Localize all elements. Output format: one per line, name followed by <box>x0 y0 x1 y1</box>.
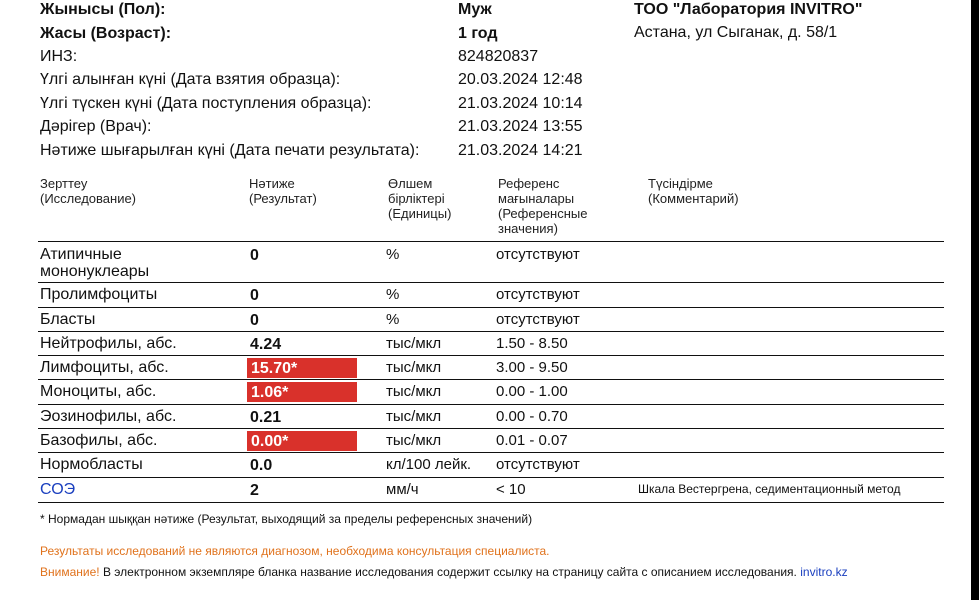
header-units-line: (Единицы) <box>388 206 452 221</box>
row-reference: 0.00 - 1.00 <box>496 383 568 400</box>
row-result: 4.24 <box>250 336 282 353</box>
printed-value: 21.03.2024 14:21 <box>458 142 583 159</box>
table-rule <box>38 355 944 356</box>
printed-label: Нәтиже шығарылған күні (Дата печати результата): <box>40 142 420 159</box>
sample-taken-label: Үлгі алынған күні (Дата взятия образца): <box>40 71 341 88</box>
header-test-line: (Исследование) <box>40 191 137 206</box>
sex-label: Жынысы (Пол): <box>40 1 166 18</box>
header-test <box>40 176 136 206</box>
row-unit: кл/100 лейк. <box>386 456 472 473</box>
row-result: 2 <box>250 482 259 499</box>
table-rule <box>38 241 944 242</box>
inz-label: ИНЗ: <box>40 48 78 65</box>
row-name: Пролимфоциты <box>40 286 158 303</box>
table-rule <box>38 379 944 380</box>
table-rule <box>38 502 944 503</box>
sample-taken-value: 20.03.2024 12:48 <box>458 71 583 88</box>
row-unit: тыс/мкл <box>386 383 442 400</box>
row-unit: тыс/мкл <box>386 432 442 449</box>
row-result-flagged: 0.00* <box>247 431 357 451</box>
header-result <box>249 176 317 206</box>
row-result: 0.0 <box>250 457 273 474</box>
row-unit: % <box>386 246 400 263</box>
age-value: 1 год <box>458 25 498 42</box>
row-name: Нормобласты <box>40 456 143 473</box>
row-reference: отсутствуют <box>496 286 580 303</box>
header-reference <box>498 176 587 236</box>
row-unit: % <box>386 286 400 303</box>
header-result-line: Нәтиже <box>249 176 295 191</box>
row-result: 0.21 <box>250 409 282 426</box>
header-comment-line: Түсіндірме <box>648 176 713 191</box>
header-test-line: Зерттеу <box>40 176 88 191</box>
row-name: Базофилы, абс. <box>40 432 158 449</box>
doctor-value: 21.03.2024 13:55 <box>458 118 583 135</box>
row-result-flagged: 1.06* <box>247 382 357 402</box>
row-name: Эозинофилы, абс. <box>40 408 177 425</box>
header-units-line: бірліктері <box>388 191 445 206</box>
row-unit: % <box>386 311 400 328</box>
row-reference: 3.00 - 9.50 <box>496 359 568 376</box>
header-comment-line: (Комментарий) <box>648 191 739 206</box>
row-reference: отсутствуют <box>496 246 580 263</box>
row-name: Лимфоциты, абс. <box>40 359 169 376</box>
attention-label: Внимание! <box>40 565 100 579</box>
row-unit: тыс/мкл <box>386 408 442 425</box>
row-result-flagged: 15.70* <box>247 358 357 378</box>
row-result: 0 <box>250 247 259 264</box>
table-rule <box>38 331 944 332</box>
row-reference: 1.50 - 8.50 <box>496 335 568 352</box>
table-rule <box>38 404 944 405</box>
row-reference: отсутствуют <box>496 456 580 473</box>
row-name: Атипичные <box>40 246 122 263</box>
sample-received-label: Үлгі түскен күні (Дата поступления образца): <box>40 95 372 112</box>
row-name: Бласты <box>40 311 96 328</box>
sample-received-value: 21.03.2024 10:14 <box>458 95 583 112</box>
row-reference: 0.00 - 0.70 <box>496 408 568 425</box>
inz-value: 824820837 <box>458 48 539 65</box>
header-reference-line: значения) <box>498 221 558 236</box>
row-result: 0 <box>250 287 259 304</box>
age-label: Жасы (Возраст): <box>40 25 172 42</box>
header-result-line: (Результат) <box>249 191 317 206</box>
row-reference: отсутствуют <box>496 311 580 328</box>
lab-name: ТОО "Лаборатория INVITRO" <box>634 1 863 18</box>
sex-value: Муж <box>458 1 492 18</box>
lab-address: Астана, ул Сыганак, д. 58/1 <box>634 24 838 41</box>
row-reference: 0.01 - 0.07 <box>496 432 568 449</box>
row-unit: мм/ч <box>386 481 419 498</box>
doctor-label: Дәрігер (Врач): <box>40 118 152 135</box>
header-units <box>388 176 451 221</box>
header-reference-line: Референс <box>498 176 560 191</box>
table-rule <box>38 282 944 283</box>
table-rule <box>38 452 944 453</box>
header-units-line: Өлшем <box>388 176 433 191</box>
header-reference-line: мағыналары <box>498 191 575 206</box>
table-rule <box>38 428 944 429</box>
attention-text: В электронном экземпляре бланка название исследования содержит ссылку на страницу сайта с описанием исследования. <box>99 565 797 579</box>
row-comment: Шкала Вестергрена, седиментационный метод <box>638 482 901 496</box>
row-unit: тыс/мкл <box>386 359 442 376</box>
disclaimer: Результаты исследований не являются диагнозом, необходима консультация специалиста. <box>40 544 550 558</box>
row-name: Моноциты, абс. <box>40 383 157 400</box>
row-unit: тыс/мкл <box>386 335 442 352</box>
table-rule <box>38 477 944 478</box>
row-name: мононуклеары <box>40 263 150 280</box>
table-rule <box>38 307 944 308</box>
header-reference-line: (Референсные <box>498 206 588 221</box>
attention-line <box>40 566 848 578</box>
site-link[interactable]: invitro.kz <box>800 565 848 579</box>
row-name: Нейтрофилы, абс. <box>40 335 177 352</box>
footnote: * Нормадан шыққан нәтиже (Результат, выходящий за пределы референсных значений) <box>40 512 533 526</box>
row-name-link[interactable]: СОЭ <box>40 481 76 498</box>
row-reference: < 10 <box>496 481 526 498</box>
header-comment <box>648 176 739 206</box>
row-result: 0 <box>250 312 259 329</box>
